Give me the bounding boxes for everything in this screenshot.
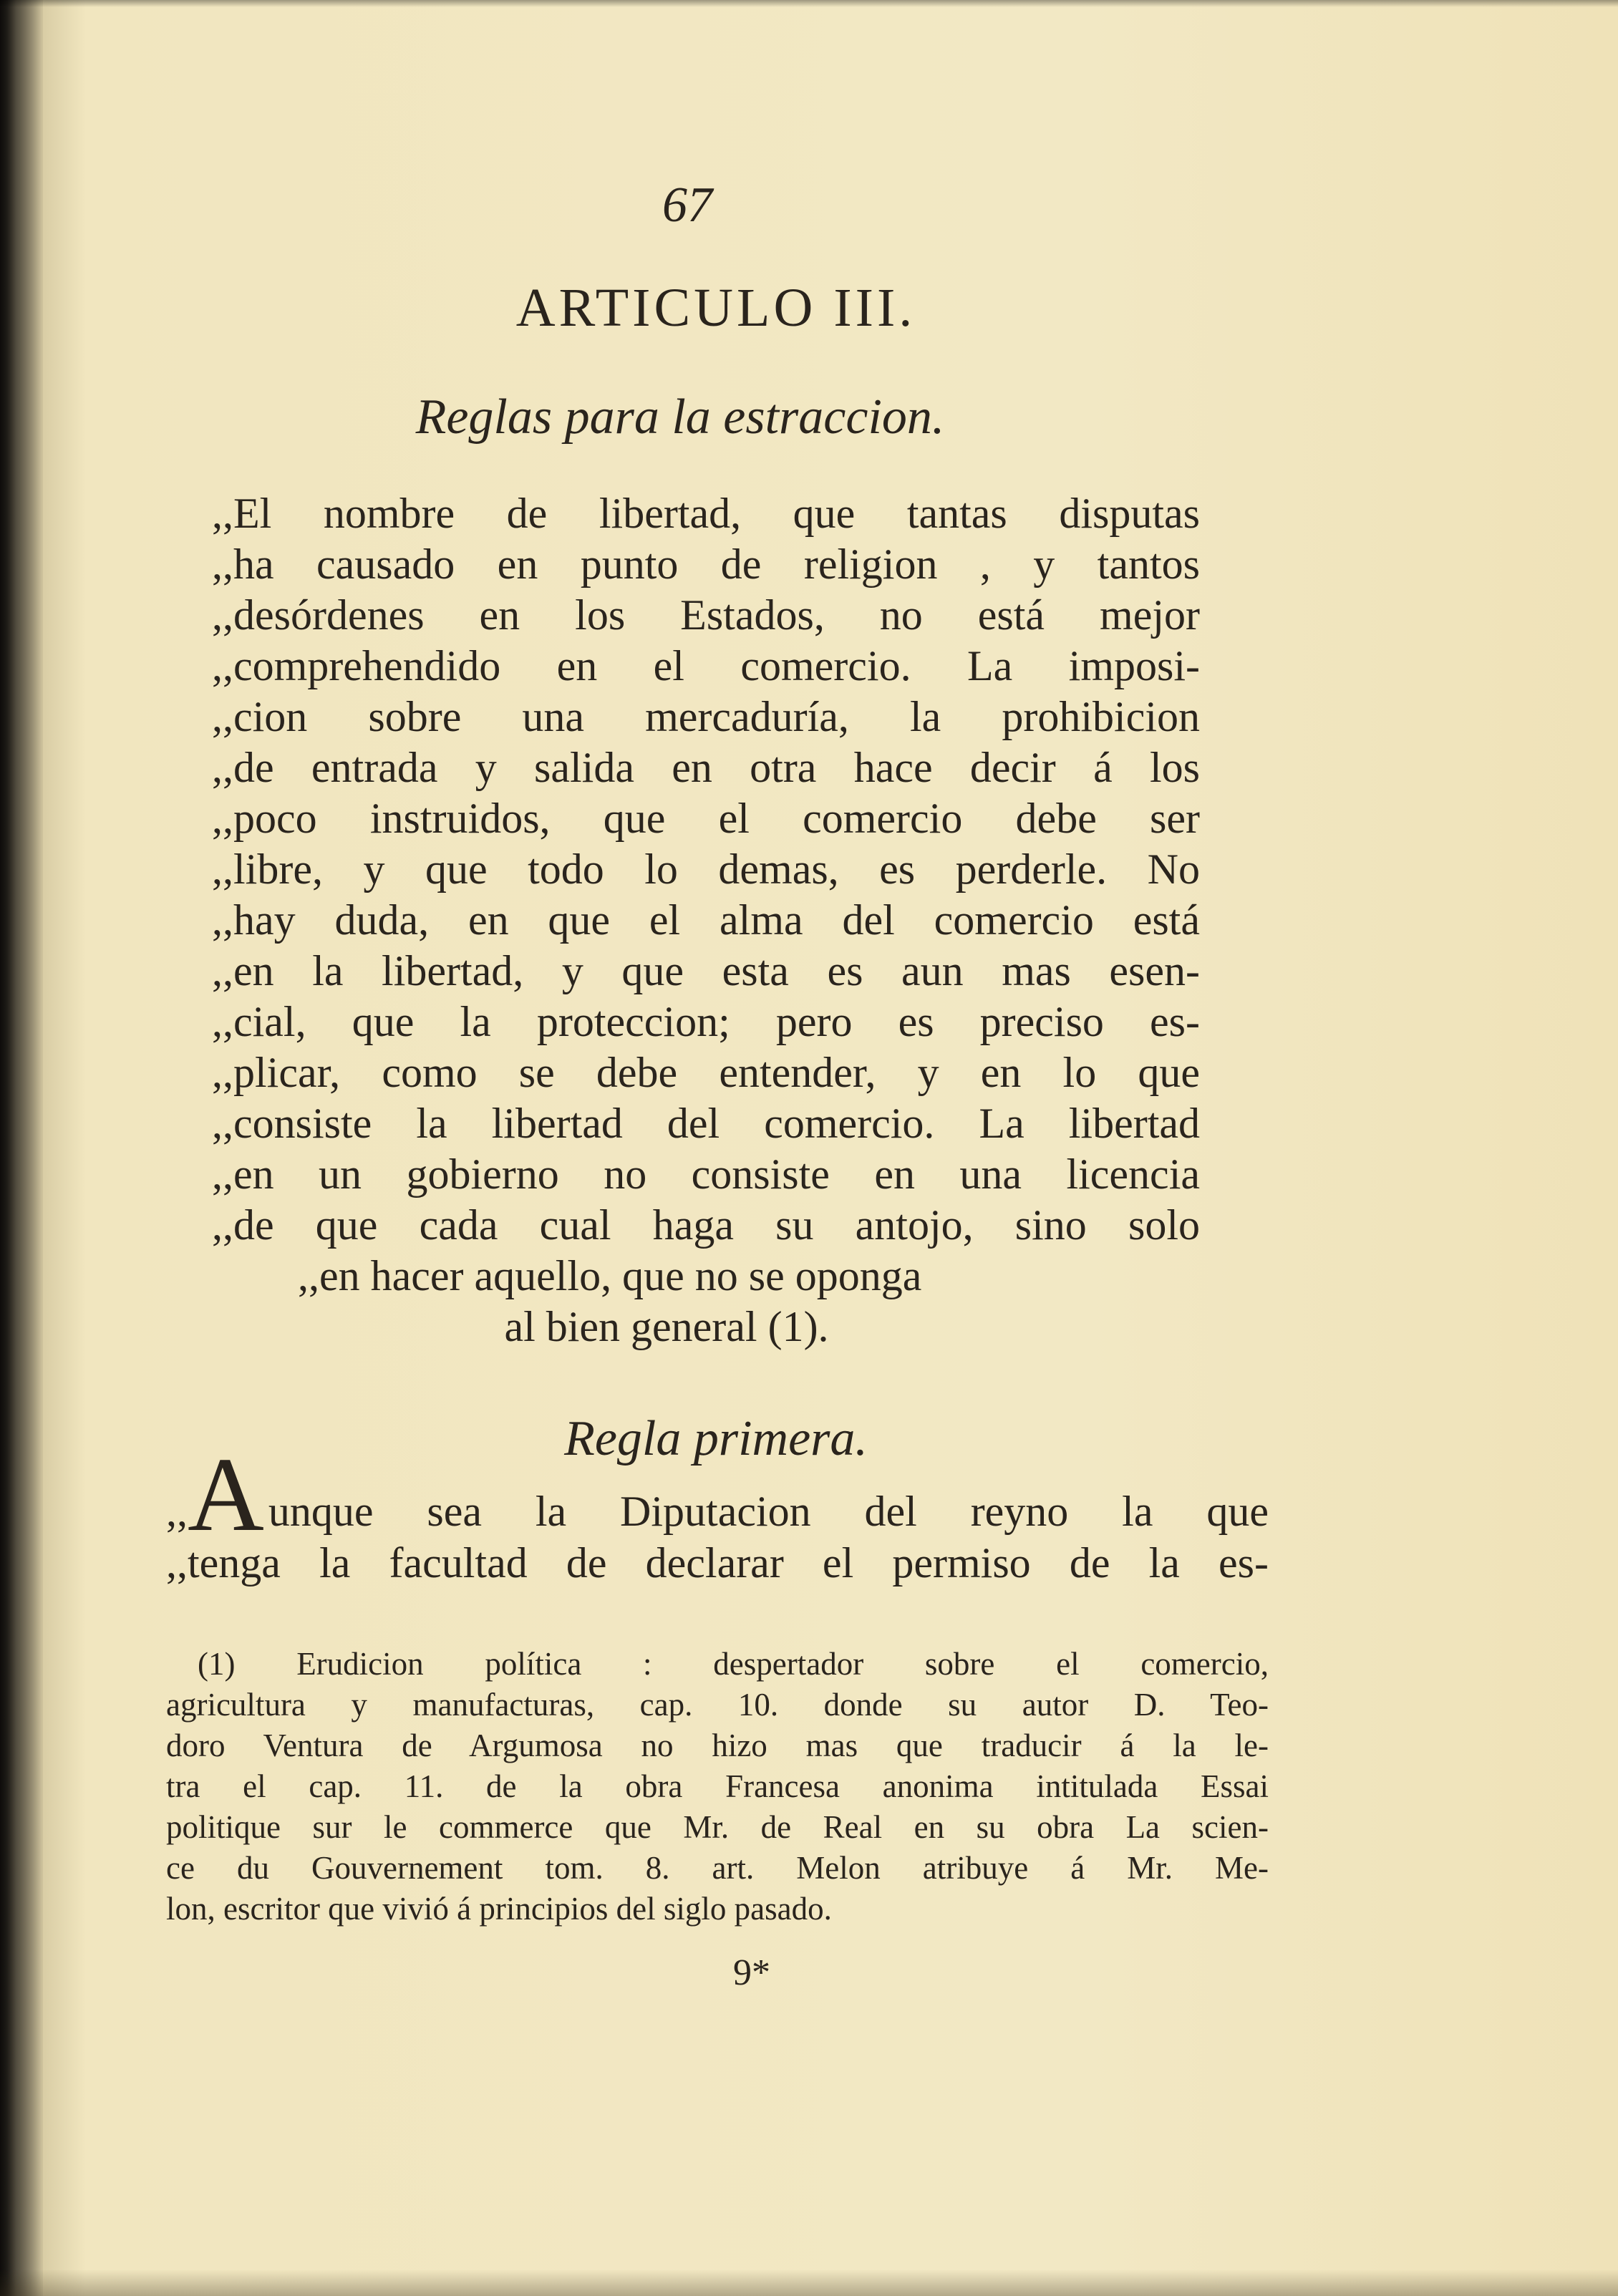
- quote-line: ,,hay duda, en que el alma del comercio está: [212, 896, 1200, 944]
- footnote-line: lon, escritor que vivió á principios del siglo pasado.: [166, 1891, 832, 1927]
- signature-mark: 9*: [733, 1952, 770, 1993]
- footnote-line: ce du Gouvernement tom. 8. art. Melon atribuye á Mr. Me-: [166, 1850, 1269, 1886]
- quote-line: ,,en un gobierno no consiste en una licencia: [212, 1151, 1200, 1198]
- footnote-line: tra el cap. 11. de la obra Francesa anonima intitulada Essai: [166, 1768, 1269, 1804]
- page-top-edge: [0, 0, 1618, 7]
- quote-line: ,,cial, que la proteccion; pero es preciso es-: [212, 998, 1200, 1045]
- footnote-line: doro Ventura de Argumosa no hizo mas que traducir á la le-: [166, 1728, 1269, 1763]
- quote-line: ,,de entrada y salida en otra hace decir á los: [212, 744, 1200, 791]
- quote-line: ,,ha causado en punto de religion , y tantos: [212, 541, 1200, 588]
- quote-line: ,,en la libertad, y que esta es aun mas esen-: [212, 947, 1200, 994]
- quote-line: ,,poco instruidos, que el comercio debe ser: [212, 795, 1200, 842]
- article-subheading: Reglas para la estraccion.: [415, 389, 945, 445]
- quote-line: ,,libre, y que todo lo demas, es perderle. No: [212, 846, 1200, 893]
- quote-line: ,,de que cada cual haga su antojo, sino solo: [212, 1201, 1200, 1249]
- quote-line: ,,cion sobre una mercaduría, la prohibicion: [212, 693, 1200, 740]
- open-quote-mark: ,,: [166, 1488, 188, 1535]
- quote-line: ,,consiste la libertad del comercio. La libertad: [212, 1100, 1200, 1147]
- quoted-passage: [212, 488, 1200, 1352]
- drop-cap: A: [188, 1436, 264, 1554]
- footnote-line: politique sur le commerce que Mr. de Real en su obra La scien-: [166, 1809, 1269, 1845]
- quote-line: ,,plicar, como se debe entender, y en lo que: [212, 1049, 1200, 1096]
- article-heading: ARTICULO III.: [515, 278, 916, 338]
- page-bottom-edge: [0, 2270, 1618, 2296]
- page-number: 67: [662, 178, 712, 233]
- quote-line: ,,desórdenes en los Estados, no está mejor: [212, 591, 1200, 639]
- rule-line-text: unque sea la Diputacion del reyno la que: [268, 1488, 1269, 1535]
- quote-line: ,,El nombre de libertad, que tantas disputas: [212, 490, 1200, 537]
- quote-line: ,,comprehendido en el comercio. La imposi-: [212, 642, 1200, 689]
- rule-title: Regla primera.: [564, 1411, 868, 1466]
- rule-line: ,,tenga la facultad de declarar el permiso de la es-: [166, 1539, 1269, 1587]
- footnote: [166, 1644, 1269, 1929]
- binding-shadow: [0, 0, 43, 2296]
- footnote-line: agricultura y manufacturas, cap. 10. donde su autor D. Teo-: [166, 1687, 1269, 1723]
- quote-line: al bien general (1).: [504, 1303, 829, 1350]
- footnote-line: (1) Erudicion política : despertador sobre el comercio,: [198, 1646, 1269, 1682]
- quote-line: ,,en hacer aquello, que no se oponga: [298, 1252, 922, 1299]
